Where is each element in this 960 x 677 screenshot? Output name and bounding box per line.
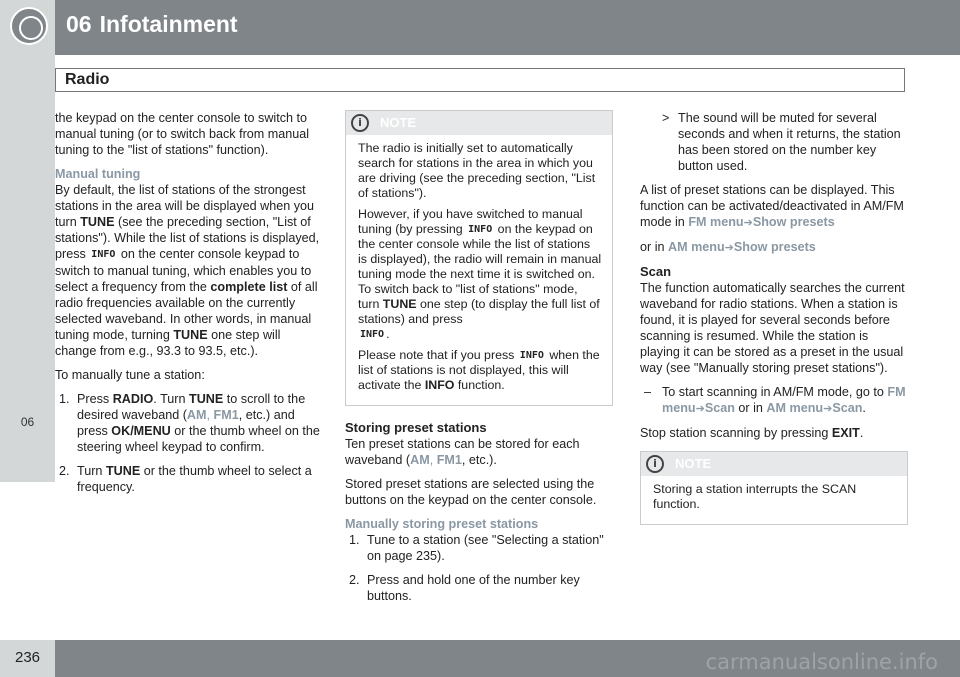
text-span: To start scanning in AM/FM mode, go to	[662, 385, 888, 399]
manual-tune-intro: To manually tune a station:	[55, 368, 205, 382]
arrow-right-icon: ➔	[724, 242, 734, 254]
chapter-title	[66, 11, 238, 38]
presets-paragraph	[640, 239, 908, 256]
text-span: .	[862, 401, 866, 415]
note-paragraph: The radio is initially set to automatically search for stations in the area in which you are driving (see the preceding section, "List of stations").	[358, 141, 596, 200]
intro-paragraph: the keypad on the center console to switch to manual tuning (or to switch back from manual tuning to the "list of stations" function).	[55, 111, 310, 157]
am-label: AM	[410, 453, 430, 467]
manual-tuning-heading: Manual tuning	[55, 167, 141, 181]
footer-tab	[0, 640, 55, 677]
text-span: By default, the list of stations of the strongest stations in the area will be displayed when you turn	[55, 183, 315, 229]
info-icon: i	[351, 114, 369, 132]
text-span: . Turn	[153, 392, 189, 406]
section-bar	[55, 68, 905, 92]
radio-label: RADIO	[112, 392, 154, 406]
note-box	[640, 451, 908, 525]
show-presets-label: Show presets	[752, 215, 835, 229]
note-body	[346, 135, 612, 405]
page-footer	[0, 640, 960, 677]
info-label: INFO	[424, 378, 455, 392]
note-title: NOTE	[675, 456, 712, 471]
text-span: Tune to a station (see "Selecting a station" on page 235).	[367, 533, 604, 563]
text-span: ,	[206, 408, 214, 422]
text-span: Press	[77, 392, 113, 406]
watermark: carmanualsonline.info	[705, 650, 938, 674]
text-span: or the thumb wheel to select a frequency.	[77, 464, 312, 494]
fm1-label: FM1	[213, 408, 239, 422]
fm-menu-label: FM menu	[688, 215, 744, 229]
chapter-header	[0, 0, 960, 55]
chapter-number: 06	[66, 11, 92, 37]
text-span: A list of preset stations can be displayed. This function can be activated/deactivated in AM/FM mode in	[640, 183, 904, 229]
note-header	[641, 452, 907, 476]
section-title: Radio	[65, 71, 110, 88]
page-number: 236	[14, 649, 41, 666]
note-paragraph: Storing a station interrupts the SCAN function.	[653, 482, 857, 511]
text-span: Ten preset stations can be stored for each waveband (	[345, 437, 580, 467]
step-number: 1.	[59, 392, 70, 406]
scan-label: Scan	[704, 401, 735, 415]
column-3	[640, 110, 908, 539]
result-item	[640, 110, 908, 174]
side-chapter-number: 06	[20, 415, 35, 429]
text-span: one step will change from e.g., 93.3 to 93.5, etc.).	[55, 328, 281, 358]
text-span: , etc.).	[461, 453, 497, 467]
list-item	[55, 463, 323, 495]
storing-paragraph	[345, 436, 613, 468]
text-span: The sound will be muted for several seconds and when it returns, the station has been stored on the number key button used.	[678, 111, 901, 173]
presets-paragraph	[640, 182, 908, 231]
fm-menu-label: FM menu	[662, 385, 906, 415]
text-span: ,	[429, 453, 437, 467]
manual-tune-steps	[55, 391, 323, 495]
tune-label: TUNE	[173, 328, 208, 342]
text-span: Please note that if you press	[358, 348, 518, 362]
note-header	[346, 111, 612, 135]
text-span: , etc.) and press	[77, 408, 295, 438]
note-box	[345, 110, 613, 406]
ok-menu-label: OK/MENU	[111, 424, 171, 438]
text-span: one step (to display the full list of stations) and press	[358, 297, 600, 326]
text-span: .	[859, 426, 864, 440]
text-span: (see the preceding section, "List of stations"). While the list of stations is displayed, press	[55, 215, 320, 261]
note-paragraph	[358, 348, 602, 393]
note-title: NOTE	[380, 115, 417, 130]
step-number: 2.	[349, 573, 360, 587]
am-label: AM	[186, 408, 207, 422]
manual-storing-heading: Manually storing preset stations	[345, 517, 539, 531]
info-icon: i	[646, 455, 664, 473]
am-menu-label: AM menu	[668, 240, 725, 254]
storing-presets-heading: Storing preset stations	[345, 420, 487, 435]
column-2	[345, 110, 613, 612]
arrow-right-icon: ➔	[695, 403, 705, 415]
info-button-icon: INFO	[91, 249, 116, 260]
scan-instruction	[640, 384, 908, 417]
tune-label: TUNE	[382, 297, 417, 311]
column-1	[55, 110, 323, 503]
text-span: or in	[640, 240, 668, 254]
list-item	[345, 532, 613, 564]
storing-paragraph: Stored preset stations are selected using the buttons on the keypad on the center console.	[345, 477, 597, 507]
stop-paragraph	[640, 425, 908, 441]
text-span: on the center console keypad to switch to manual tuning, which enables you to select a frequency from the	[55, 247, 312, 294]
note-body	[641, 476, 907, 524]
text-span: of all radio frequencies available on the currently selected waveband. In other words, in manual tuning mode, turning	[55, 280, 318, 342]
chapter-name: Infotainment	[99, 11, 238, 37]
list-item	[345, 572, 613, 604]
info-button-icon: INFO	[468, 224, 493, 235]
scan-paragraph: The function automatically searches the current waveband for radio stations. When a station is found, it is played for several seconds before scanning is resumed. While the station is playing it can be stored as a preset in the usual way (see "Manually storing preset stations").	[640, 281, 905, 375]
arrow-right-icon: ➔	[743, 217, 753, 229]
tune-label: TUNE	[189, 392, 224, 406]
text-span: to scroll to the desired waveband (	[77, 392, 306, 422]
text-span: or in	[734, 401, 767, 415]
header-tab	[0, 0, 55, 55]
text-span: or the thumb wheel on the steering wheel keypad to confirm.	[77, 424, 320, 454]
text-span: on the keypad on the center console while the list of stations is displayed), the radio will remain in manual tuning mode the next time it is switched on. To switch back to "list of stations" mode, turn	[358, 222, 602, 311]
text-span: when the list of stations is not displayed, this will activate the	[358, 348, 600, 392]
side-chapter-tab	[0, 55, 55, 482]
dash-marker: –	[644, 385, 652, 399]
step-number: 2.	[59, 464, 70, 478]
exit-label: EXIT	[831, 426, 860, 440]
manual-storing-steps	[345, 532, 613, 604]
chapter-logo-icon	[10, 7, 48, 45]
scan-label: Scan	[832, 401, 863, 415]
text-span: Stop station scanning by pressing	[640, 426, 832, 440]
text-span: However, if you have switched to manual tuning (by pressing	[358, 207, 583, 236]
info-button-icon: INFO	[519, 350, 544, 361]
text-span: Turn	[77, 464, 106, 478]
manual-tuning-paragraph	[55, 182, 323, 359]
arrow-right-icon: ➔	[823, 403, 833, 415]
fm1-label: FM1	[436, 453, 462, 467]
text-span: function.	[454, 378, 505, 392]
show-presets-label: Show presets	[733, 240, 816, 254]
tune-label: TUNE	[80, 215, 115, 229]
list-item	[55, 391, 323, 455]
tune-label: TUNE	[105, 464, 141, 478]
text-span: .	[386, 327, 390, 341]
result-marker: >	[662, 111, 670, 125]
complete-list-label: complete list	[210, 280, 288, 294]
step-number: 1.	[349, 533, 360, 547]
note-paragraph	[358, 207, 602, 342]
scan-heading: Scan	[640, 264, 672, 279]
info-button-icon: INFO	[360, 329, 385, 340]
text-span: Press and hold one of the number key buttons.	[367, 573, 580, 603]
am-menu-label: AM menu	[766, 401, 824, 415]
